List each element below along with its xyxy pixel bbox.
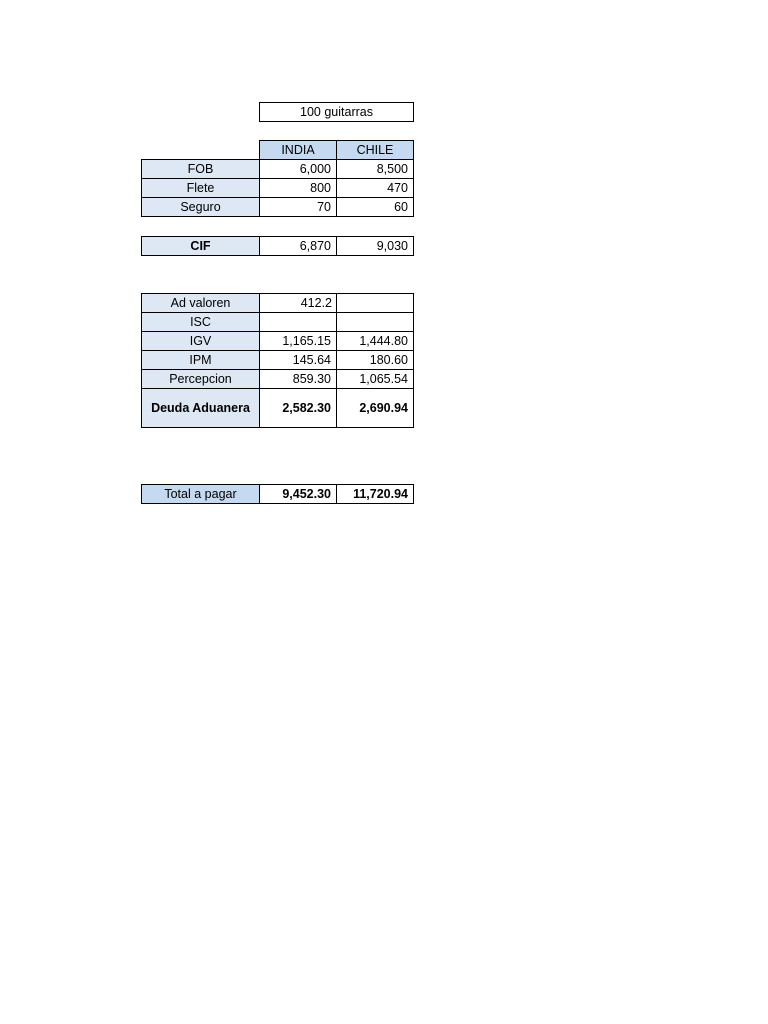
ad-valoren-india: 412.2 <box>259 293 337 313</box>
row-label-deuda-aduanera: Deuda Aduanera <box>141 388 260 428</box>
row-label-igv: IGV <box>141 331 260 351</box>
row-label-isc: ISC <box>141 312 260 332</box>
column-header-india: INDIA <box>259 140 337 160</box>
fob-india: 6,000 <box>259 159 337 179</box>
seguro-india: 70 <box>259 197 337 217</box>
igv-chile: 1,444.80 <box>336 331 414 351</box>
cif-chile: 9,030 <box>336 236 414 256</box>
ad-valoren-chile <box>336 293 414 313</box>
row-label-flete: Flete <box>141 178 260 198</box>
column-header-chile: CHILE <box>336 140 414 160</box>
seguro-chile: 60 <box>336 197 414 217</box>
ipm-india: 145.64 <box>259 350 337 370</box>
isc-chile <box>336 312 414 332</box>
ipm-chile: 180.60 <box>336 350 414 370</box>
row-label-fob: FOB <box>141 159 260 179</box>
cif-india: 6,870 <box>259 236 337 256</box>
row-label-ad-valoren: Ad valoren <box>141 293 260 313</box>
flete-chile: 470 <box>336 178 414 198</box>
total-a-pagar-india: 9,452.30 <box>259 484 337 504</box>
percepcion-chile: 1,065.54 <box>336 369 414 389</box>
percepcion-india: 859.30 <box>259 369 337 389</box>
fob-chile: 8,500 <box>336 159 414 179</box>
row-label-total-a-pagar: Total a pagar <box>141 484 260 504</box>
row-label-ipm: IPM <box>141 350 260 370</box>
deuda-aduanera-india: 2,582.30 <box>259 388 337 428</box>
total-a-pagar-chile: 11,720.94 <box>336 484 414 504</box>
igv-india: 1,165.15 <box>259 331 337 351</box>
deuda-aduanera-chile: 2,690.94 <box>336 388 414 428</box>
flete-india: 800 <box>259 178 337 198</box>
row-label-seguro: Seguro <box>141 197 260 217</box>
row-label-cif: CIF <box>141 236 260 256</box>
title-box: 100 guitarras <box>259 102 414 122</box>
isc-india <box>259 312 337 332</box>
row-label-percepcion: Percepcion <box>141 369 260 389</box>
